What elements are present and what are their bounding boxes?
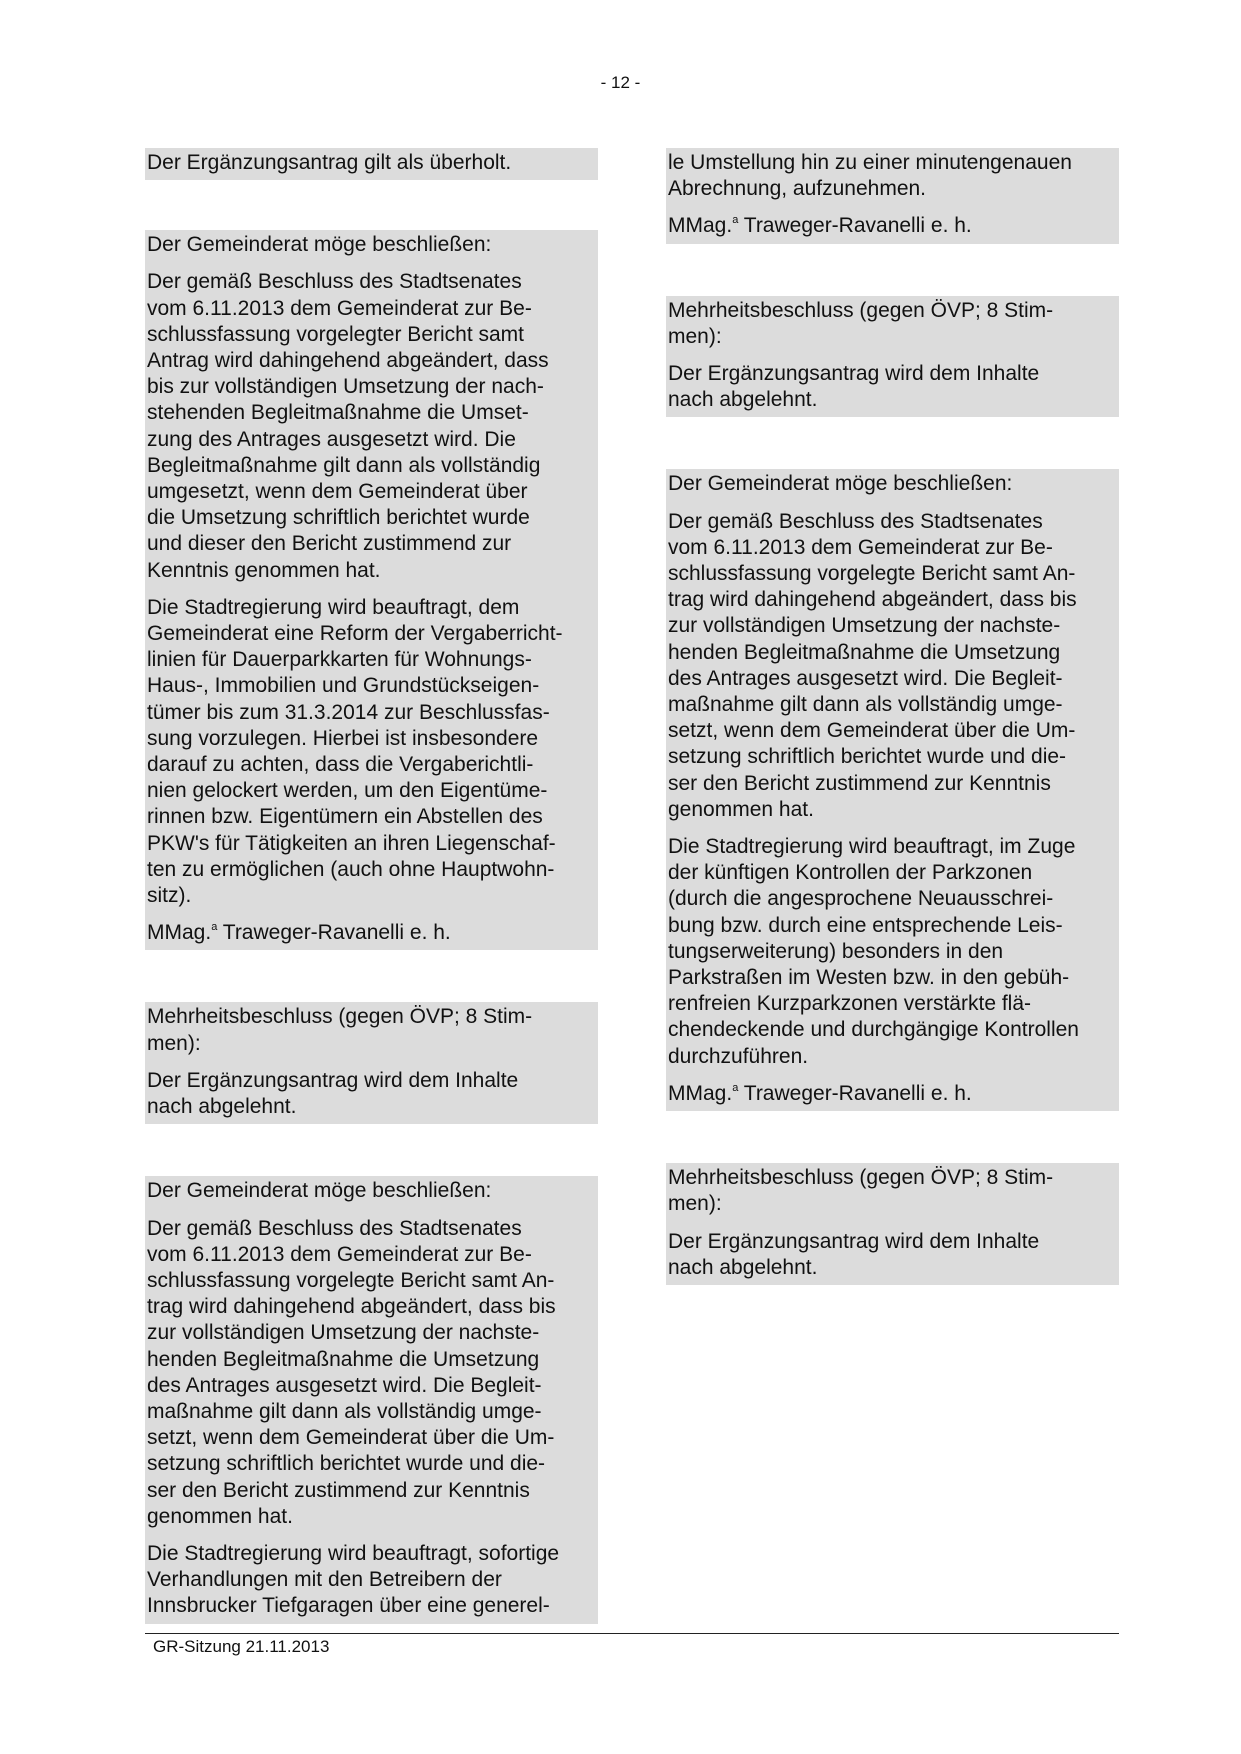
text-line: ser den Bericht zustimmend zur Kenntnis [147, 1478, 530, 1502]
motion-block [666, 469, 1119, 1111]
signature-line [147, 920, 598, 946]
text-line: linien für Dauerparkkarten für Wohnungs- [147, 648, 532, 672]
paragraph [668, 834, 1119, 1070]
text-line: men): [668, 324, 722, 348]
paragraph [147, 269, 598, 583]
paragraph [147, 595, 598, 909]
paragraph [668, 298, 1119, 350]
text-line: Antrag wird dahingehend abgeändert, dass [147, 349, 549, 373]
text-line: henden Begleitmaßnahme die Umsetzung [668, 640, 1061, 664]
text-line: setzung schriftlich berichtet wurde und die- [147, 1452, 546, 1476]
text-line: schlussfassung vorgelegte Bericht samt An- [668, 562, 1076, 586]
text-line: ser den Bericht zustimmend zur Kenntnis [668, 771, 1051, 795]
paragraph [668, 1229, 1119, 1281]
page-number: - 12 - [600, 73, 641, 92]
text-line: Der Ergänzungsantrag wird dem Inhalte [668, 1229, 1040, 1253]
text-line: Der Ergänzungsantrag gilt als überholt. [147, 151, 512, 174]
text-line: rinnen bzw. Eigentümern ein Abstellen des [147, 805, 543, 829]
text-line: Mehrheitsbeschluss (gegen ÖVP; 8 Stim- [668, 1166, 1054, 1190]
motion-block [666, 1163, 1119, 1285]
text-line: Der Ergänzungsantrag wird dem Inhalte [147, 1068, 519, 1092]
text-line: tungserweiterung) besonders in den [668, 939, 1004, 963]
text-line: stehenden Begleitmaßnahme die Umset- [147, 401, 529, 425]
text-line: Der Gemeinderat möge beschließen: [147, 233, 492, 257]
text-line: setzt, wenn dem Gemeinderat über die Um- [147, 1426, 555, 1450]
text-line: Der Gemeinderat möge beschließen: [147, 1179, 492, 1203]
right-column [666, 148, 1119, 1285]
text-line: men): [147, 1031, 201, 1055]
text-line: sitz). [147, 884, 192, 908]
motion-block [666, 296, 1119, 418]
text-line: des Antrages ausgesetzt wird. Die Begleit- [668, 666, 1063, 690]
text-line: Innsbrucker Tiefgaragen über eine generel- [147, 1594, 550, 1618]
text-line: genommen hat. [668, 797, 814, 821]
text-line: nach abgelehnt. [668, 388, 818, 412]
footer-divider [145, 1633, 1119, 1634]
paragraph [147, 150, 598, 176]
text-line: Kenntnis genommen hat. [147, 558, 381, 582]
text-line: zur vollständigen Umsetzung der nachste- [147, 1321, 540, 1345]
text-line: le Umstellung hin zu einer minutengenauen [668, 151, 1072, 174]
paragraph [147, 1004, 598, 1056]
text-line: Der gemäß Beschluss des Stadtsenates [147, 270, 522, 294]
text-line: setzt, wenn dem Gemeinderat über die Um- [668, 719, 1076, 743]
text-line: zur vollständigen Umsetzung der nachste- [668, 614, 1061, 638]
text-line: henden Begleitmaßnahme die Umsetzung [147, 1347, 540, 1371]
text-line: renfreien Kurzparkzonen verstärkte flä- [668, 992, 1031, 1016]
text-line: trag wird dahingehend abgeändert, dass bis [147, 1295, 556, 1319]
footer-session-date: GR-Sitzung 21.11.2013 [153, 1637, 330, 1656]
text-line: Begleitmaßnahme gilt dann als vollständig [147, 453, 541, 477]
text-line: zung des Antrages ausgesetzt wird. Die [147, 427, 516, 451]
text-line: Parkstraßen im Westen bzw. in den gebüh- [668, 966, 1070, 990]
text-line: nach abgelehnt. [668, 1255, 818, 1279]
paragraph [147, 1216, 598, 1530]
signature-name: Traweger-Ravanelli e. h. [217, 921, 451, 945]
text-line: umgesetzt, wenn dem Gemeinderat über [147, 480, 528, 504]
text-line: trag wird dahingehend abgeändert, dass bis [668, 588, 1077, 612]
text-line: vom 6.11.2013 dem Gemeinderat zur Be- [147, 1242, 532, 1266]
text-line: Mehrheitsbeschluss (gegen ÖVP; 8 Stim- [668, 298, 1054, 322]
text-line: Gemeinderat eine Reform der Vergaberricht- [147, 622, 563, 646]
signature-title: MMag. [668, 1081, 733, 1105]
paragraph [668, 361, 1119, 413]
text-line: vom 6.11.2013 dem Gemeinderat zur Be- [668, 535, 1053, 559]
text-line: (durch die angesprochene Neuausschrei- [668, 887, 1054, 911]
text-line: maßnahme gilt dann als vollständig umge- [147, 1399, 542, 1423]
paragraph [668, 150, 1119, 202]
text-line: Mehrheitsbeschluss (gegen ÖVP; 8 Stim- [147, 1005, 533, 1029]
text-line: darauf zu achten, dass die Vergaberichtli- [147, 753, 534, 777]
text-line: sung vorzulegen. Hierbei ist insbesondere [147, 726, 539, 750]
text-line: Der Gemeinderat möge beschließen: [668, 472, 1013, 496]
text-line: Verhandlungen mit den Betreibern der [147, 1568, 502, 1592]
signature-title-superscript: a [732, 1081, 739, 1094]
motion-block [145, 1176, 598, 1623]
text-line: Der gemäß Beschluss des Stadtsenates [147, 1216, 522, 1240]
text-line: setzung schriftlich berichtet wurde und die- [668, 745, 1067, 769]
text-line: und dieser den Bericht zustimmend zur [147, 532, 512, 556]
text-line: maßnahme gilt dann als vollständig umge- [668, 693, 1063, 717]
motion-block [145, 148, 598, 180]
text-line: tümer bis zum 31.3.2014 zur Beschlussfas- [147, 700, 550, 724]
text-line: die Umsetzung schriftlich berichtet wurde [147, 506, 530, 530]
signature-line [668, 1081, 1119, 1107]
text-line: der künftigen Kontrollen der Parkzonen [668, 861, 1033, 885]
paragraph [147, 1541, 598, 1620]
signature-title: MMag. [147, 921, 212, 945]
signature-name: Traweger-Ravanelli e. h. [738, 1081, 972, 1105]
paragraph [668, 1165, 1119, 1217]
text-line: bis zur vollständigen Umsetzung der nach- [147, 375, 544, 399]
motion-block [666, 148, 1119, 244]
signature-title-superscript: a [211, 921, 218, 934]
text-line: ten zu ermöglichen (auch ohne Hauptwohn- [147, 857, 555, 881]
motion-block [145, 230, 598, 950]
paragraph [147, 232, 598, 258]
text-line: schlussfassung vorgelegter Bericht samt [147, 322, 525, 346]
paragraph [147, 1178, 598, 1204]
text-line: Die Stadtregierung wird beauftragt, im Zuge [668, 835, 1076, 859]
text-line: nach abgelehnt. [147, 1095, 297, 1119]
signature-title: MMag. [668, 214, 733, 238]
text-line: men): [668, 1192, 722, 1216]
text-line: Der Ergänzungsantrag wird dem Inhalte [668, 362, 1040, 386]
paragraph [668, 471, 1119, 497]
signature-name: Traweger-Ravanelli e. h. [738, 214, 972, 238]
text-line: chendeckende und durchgängige Kontrollen [668, 1018, 1079, 1042]
text-line: Die Stadtregierung wird beauftragt, dem [147, 595, 520, 619]
text-line: Haus-, Immobilien und Grundstückseigen- [147, 674, 540, 698]
text-line: Abrechnung, aufzunehmen. [668, 177, 927, 201]
text-line: des Antrages ausgesetzt wird. Die Begleit- [147, 1373, 542, 1397]
signature-line [668, 213, 1119, 239]
text-line: schlussfassung vorgelegte Bericht samt An- [147, 1268, 555, 1292]
text-line: durchzuführen. [668, 1044, 809, 1068]
paragraph [668, 509, 1119, 823]
text-line: Die Stadtregierung wird beauftragt, sofortige [147, 1541, 560, 1565]
left-column [145, 148, 598, 1624]
text-line: PKW's für Tätigkeiten an ihren Liegenschaf- [147, 831, 556, 855]
text-line: vom 6.11.2013 dem Gemeinderat zur Be- [147, 296, 532, 320]
motion-block [145, 1002, 598, 1124]
text-line: genommen hat. [147, 1504, 293, 1528]
paragraph [147, 1068, 598, 1120]
signature-title-superscript: a [732, 214, 739, 227]
text-line: nien gelockert werden, um den Eigentüme- [147, 779, 548, 803]
text-line: Der gemäß Beschluss des Stadtsenates [668, 509, 1043, 533]
text-line: bung bzw. durch eine entsprechende Leis- [668, 913, 1063, 937]
